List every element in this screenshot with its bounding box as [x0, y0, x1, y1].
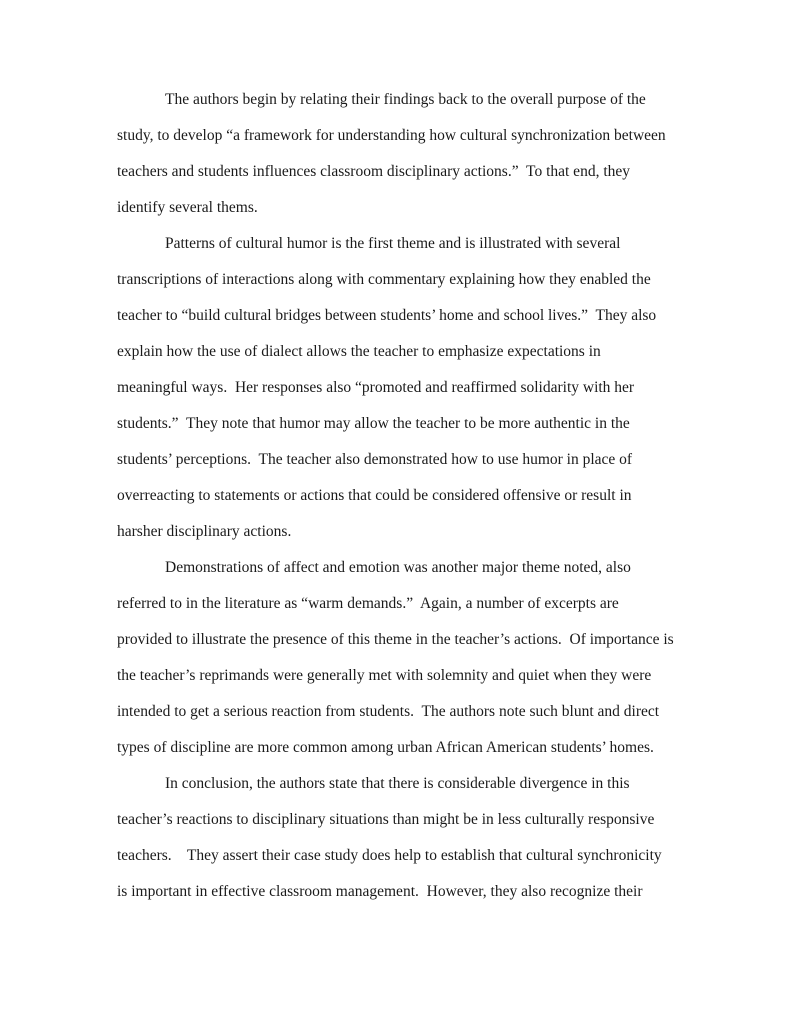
text-line: harsher disciplinary actions.: [117, 523, 292, 540]
text-line: transcriptions of interactions along with commentary explaining how they enabled the: [117, 271, 651, 288]
text-line: types of discipline are more common among urban African American students’ homes.: [117, 739, 654, 756]
text-line: study, to develop “a framework for understanding how cultural synchronization between: [117, 127, 666, 144]
text-line: teachers and students influences classroom disciplinary actions.” To that end, they: [117, 163, 630, 180]
text-line: meaningful ways. Her responses also “promoted and reaffirmed solidarity with her: [117, 379, 635, 396]
paragraph: [117, 89, 697, 233]
text-line: In conclusion, the authors state that there is considerable divergence in this: [165, 775, 630, 792]
paragraph: [117, 773, 697, 917]
text-line: teacher to “build cultural bridges between students’ home and school lives.” They also: [117, 307, 657, 324]
paragraph: [117, 233, 697, 557]
text-line: teacher’s reactions to disciplinary situations than might be in less culturally responsive: [117, 811, 655, 828]
text-line: referred to in the literature as “warm demands.” Again, a number of excerpts are: [117, 595, 619, 612]
document-body: [117, 89, 697, 917]
text-line: identify several thems.: [117, 199, 258, 216]
text-line: The authors begin by relating their findings back to the overall purpose of the: [165, 91, 646, 108]
text-line: the teacher’s reprimands were generally met with solemnity and quiet when they were: [117, 667, 652, 684]
text-line: explain how the use of dialect allows the teacher to emphasize expectations in: [117, 343, 601, 360]
text-line: Demonstrations of affect and emotion was another major theme noted, also: [165, 559, 631, 576]
text-line: provided to illustrate the presence of this theme in the teacher’s actions. Of importance is: [117, 631, 674, 648]
text-line: students.” They note that humor may allow the teacher to be more authentic in the: [117, 415, 630, 432]
text-line: intended to get a serious reaction from students. The authors note such blunt and direct: [117, 703, 660, 720]
text-line: overreacting to statements or actions that could be considered offensive or result in: [117, 487, 632, 504]
paragraph: [117, 557, 697, 773]
text-line: is important in effective classroom management. However, they also recognize their: [117, 883, 643, 900]
text-line: Patterns of cultural humor is the first theme and is illustrated with several: [165, 235, 621, 252]
text-line: students’ perceptions. The teacher also demonstrated how to use humor in place of: [117, 451, 633, 468]
text-line: teachers. They assert their case study does help to establish that cultural synchronicity: [117, 847, 662, 864]
